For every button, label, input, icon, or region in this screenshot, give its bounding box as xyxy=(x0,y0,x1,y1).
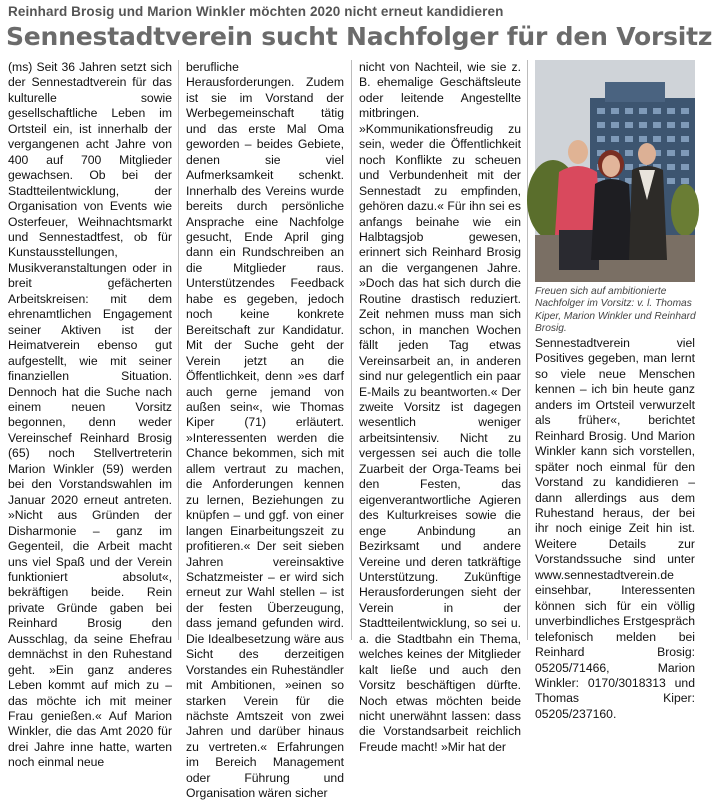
article-column-2 xyxy=(186,60,344,801)
article-column-4 xyxy=(535,336,695,721)
column-4-text: Sennestadtverein viel Positives gegeben, man lernt so viele neue Menschen kennen – ich bin heute ganz anders im Ortsteil verwurzelt als früher«, berichtet Reinhard Brosig. Und Marion Winkler kann sich vorstellen, später noch einmal für den Vorstand zu kandidieren – dann allerdings aus dem Ruhestand heraus, der bei ihr noch einige Zeit hin ist. Weitere Details zur Vorstandssuche sind unter www.sennestadtverein.de einsehbar, Interessenten können sich für ein völlig unverbindliches Erstgespräch telefonisch melden bei Reinhard Brosig: 05205/71466, Marion Winkler: 0170/3018313 und Thomas Kiper: 05205/237160. xyxy=(535,336,695,721)
column-divider xyxy=(178,60,179,640)
person-marion-winkler xyxy=(591,179,633,260)
article-column-1 xyxy=(8,60,172,770)
column-divider xyxy=(351,60,352,640)
column-1-text: (ms) Seit 36 Jahren setzt sich der Sennestadtverein für das kulturelle sowie gesellschaftliche Leben im Ortsteil ein, ist innerhalb der vergangenen acht Jahre von 400 auf 700 Mitglieder gewachsen. Ob bei der Stadtteilentwicklung, der Organisation von Events wie Osterfeuer, Weihnachtsmarkt und Sennestadtfest, ob für Kunstausstellungen, Musikveranstaltungen oder in breit gefächerten Arbeitskreisen: mit dem ehrenamtlichen Engagement seiner Aktiven ist der Heimatverein ebenso gut aufgestellt, wie mit seiner finanziellen Situation. Dennoch hat die Suche nach einem neuen Vorsitz begonnen, denn weder Vereinschef Reinhard Brosig (65) noch Stellvertreterin Marion Winkler (59) werden bei den Vorstandswahlen im Januar 2020 erneut antreten. »Nicht aus Gründen der Disharmonie – ganz im Gegenteil, die Arbeit macht uns viel Spaß und der Verein funktioniert absolut«, bekräftigen beide. Rein private Gründe gaben bei Reinhard Brosig den Ausschlag, da seine Ehefrau demnächst in den Ruhestand geht. »Ein ganz anderes Leben kommt auf mich zu – das möchte ich mit meiner Frau genießen.« Auf Marion Winkler, die das Amt 2020 für drei Jahre inne hatte, warten noch einmal neue xyxy=(8,60,172,770)
article-headline: Sennestadtverein sucht Nachfolger für den Vorsitz xyxy=(6,22,712,51)
article-photo xyxy=(535,60,695,282)
photo-caption: Freuen sich auf ambitionierte Nachfolger im Vorsitz: v. l. Thomas Kiper, Marion Winkler und Reinhard Brosig. xyxy=(535,286,696,335)
column-divider xyxy=(527,60,528,640)
article-kicker: Reinhard Brosig und Marion Winkler möchten 2020 nicht erneut kandidieren xyxy=(8,4,504,19)
column-3-text: nicht von Nachteil, wie sie z. B. ehemalige Geschäftsleute oder leitende Angestellte mitbringen. »Kommunikationsfreudig zu sein, weder die Öffentlichkeit noch Konflikte zu scheuen und Verbundenheit mit der Sennestadt zu empfinden, gehören dazu.« Für ihn sei es anfangs beinahe wie ein Halbtagsjob gewesen, erinnert sich Reinhard Brosig an die vergangenen Jahre. »Doch das hat sich durch die Routine drastisch reduziert. Zeit nehmen muss man sich schon, in manchen Wochen fällt jeden Tag etwas Vereinsarbeit an, in anderen sind nur gelegentlich ein paar E-Mails zu beantworten.« Der zweite Vorsitz ist dagegen wesentlich weniger arbeitsintensiv. Nicht zu vergessen sei auch die tolle Zuarbeit der Orga-Teams bei den Festen, das eigenverantwortliche Agieren des Kulturkreises sowie die enge Anbindung an Bezirksamt und andere Vereine und deren tatkräftige Unterstützung. Zukünftige Herausforderungen sieht der Verein in der Stadtteilentwicklung, so sei u. a. die Stadtbahn ein Thema, welches keines der Mitglieder kalt ließe und auch den Vorsitz beschäftigen dürfte. Noch etwas möchten beide nicht unerwähnt lassen: dass die Vorstandsarbeit reichlich Freude macht! »Mir hat der xyxy=(359,60,521,754)
column-2-text: berufliche Herausforderungen. Zudem ist sie im Vorstand der Werbegemeinschaft tätig und das erste Mal Oma geworden – beides Gebiete, denen sie viel Aufmerksamkeit schenkt. Innerhalb des Vereins wurde bereits durch persönliche Ansprache eine Nachfolge gesucht, Ende April ging dann ein Rundschreiben an die Mitglieder raus. Unterstützendes Feedback habe es gegeben, jedoch noch keine konkrete Bereitschaft zur Kandidatur. Mit der Suche geht der Verein jetzt an die Öffentlichkeit, denn »es darf auch gerne jemand von außen sein«, wie Thomas Kiper (71) erläutert. »Interessenten werden die Chance bekommen, sich mit allem vertraut zu machen, die Anforderungen kennen zu lernen, Beziehungen zu knüpfen – und ggf. von einer langen Einarbeitungszeit zu profitieren.« Der seit sieben Jahren vereinsaktive Schatzmeister – er wird sich erneut zur Wahl stellen – ist der festen Überzeugung, dass jemand gefunden wird. Die Idealbesetzung wäre aus Sicht des derzeitigen Vorstandes ein Ruheständler mit Ambitionen, »einen so starken Verein für die nächste Amtszeit von zwei Jahren und darüber hinaus zu vertreten.« Erfahrungen im Bereich Management oder Führung und Organisation wären sicher xyxy=(186,60,344,801)
article-column-3 xyxy=(359,60,521,754)
photo-illustration xyxy=(535,60,695,282)
